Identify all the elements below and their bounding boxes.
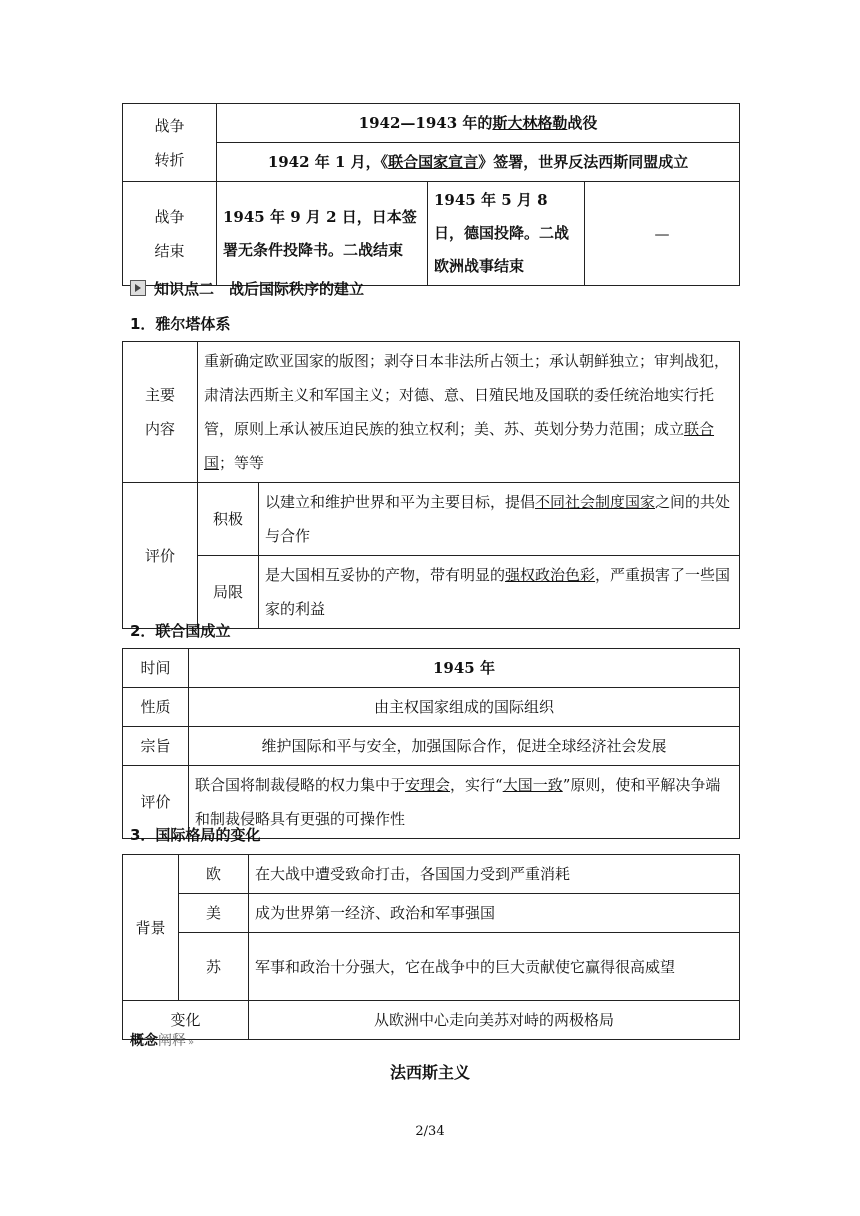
usa-label: 美 bbox=[179, 894, 249, 933]
social-systems-term: 不同社会制度国家 bbox=[535, 493, 656, 511]
stalingrad-cell: 1942—1943 年的斯大林格勒战役 bbox=[217, 104, 740, 143]
un-aim-value: 维护国际和平与安全，加强国际合作，促进全球经济社会发展 bbox=[189, 727, 740, 766]
concept-title: 法西斯主义 bbox=[389, 1063, 470, 1082]
positive-label: 积极 bbox=[198, 483, 259, 556]
un-aim-label: 宗旨 bbox=[123, 727, 189, 766]
play-icon bbox=[130, 280, 146, 296]
limitation-label: 局限 bbox=[198, 556, 259, 629]
great-power-unanimity-term: 大国一致 bbox=[502, 776, 563, 794]
yalta-heading: 1．雅尔塔体系 bbox=[130, 315, 231, 333]
yalta-content-label: 主要 内容 bbox=[123, 342, 198, 483]
un-nature-label: 性质 bbox=[123, 688, 189, 727]
un-nature-value: 由主权国家组成的国际组织 bbox=[189, 688, 740, 727]
europe-value: 在大战中遭受致命打击，各国国力受到严重消耗 bbox=[249, 855, 740, 894]
stalingrad-term: 斯大林格勒 bbox=[492, 114, 568, 132]
war-end-label: 战争 结束 bbox=[123, 182, 217, 286]
germany-surrender-cell: 1945 年 5 月 8 日，德国投降。二战欧洲战事结束 bbox=[428, 182, 585, 286]
change-value: 从欧洲中心走向美苏对峙的两极格局 bbox=[249, 1001, 740, 1040]
empty-cell: — bbox=[585, 182, 740, 286]
war-events-table bbox=[122, 103, 740, 286]
double-chevron-down-icon: » bbox=[188, 1037, 195, 1048]
japan-surrender-cell: 1945 年 9 月 2 日，日本签署无条件投降书。二战结束 bbox=[217, 182, 428, 286]
pattern-table bbox=[122, 854, 740, 1040]
un-term: 联合国 bbox=[204, 420, 715, 472]
yalta-eval-label: 评价 bbox=[123, 483, 198, 629]
ussr-label: 苏 bbox=[179, 933, 249, 1001]
limitation-text: 是大国相互妥协的产物，带有明显的强权政治色彩，严重损害了一些国家的利益 bbox=[259, 556, 740, 629]
turning-point-label: 战争 转折 bbox=[123, 104, 217, 182]
un-declaration-cell: 1942 年 1 月，《联合国家宣言》签署，世界反法西斯同盟成立 bbox=[217, 143, 740, 182]
change-label: 变化 bbox=[123, 1001, 249, 1040]
un-eval-text: 联合国将制裁侵略的权力集中于安理会，实行“大国一致”原则，使和平解决争端和制裁侵略具有更强的可操作性 bbox=[189, 766, 740, 839]
un-time-label: 时间 bbox=[123, 649, 189, 688]
yalta-content-text: 重新确定欧亚国家的版图；剥夺日本非法所占领土；承认朝鲜独立；审判战犯，肃清法西斯主义和军国主义；对德、意、日殖民地及国联的委任统治地实行托管，原则上承认被压迫民族的独立权利；美、苏、英划分势力范围；成立联合国；等等 bbox=[198, 342, 740, 483]
background-label: 背景 bbox=[123, 855, 179, 1001]
positive-text: 以建立和维护世界和平为主要目标，提倡不同社会制度国家之间的共处与合作 bbox=[259, 483, 740, 556]
usa-value: 成为世界第一经济、政治和军事强国 bbox=[249, 894, 740, 933]
un-time-value: 1945 年 bbox=[189, 649, 740, 688]
security-council-term: 安理会 bbox=[405, 776, 451, 794]
un-table bbox=[122, 648, 740, 839]
un-heading: 2．联合国成立 bbox=[130, 622, 231, 640]
page-number: 2/34 bbox=[415, 1124, 445, 1139]
ussr-value: 军事和政治十分强大，它在战争中的巨大贡献使它赢得很高威望 bbox=[249, 933, 740, 1001]
section-heading: 知识点二 战后国际秩序的建立 bbox=[130, 278, 364, 299]
un-eval-label: 评价 bbox=[123, 766, 189, 839]
pattern-heading: 3．国际格局的变化 bbox=[130, 826, 261, 844]
un-declaration-term: 联合国家宣言 bbox=[388, 153, 479, 171]
concept-label: 概念阐释 » bbox=[130, 1033, 195, 1049]
europe-label: 欧 bbox=[179, 855, 249, 894]
yalta-table bbox=[122, 341, 740, 629]
power-politics-term: 强权政治色彩 bbox=[505, 566, 596, 584]
